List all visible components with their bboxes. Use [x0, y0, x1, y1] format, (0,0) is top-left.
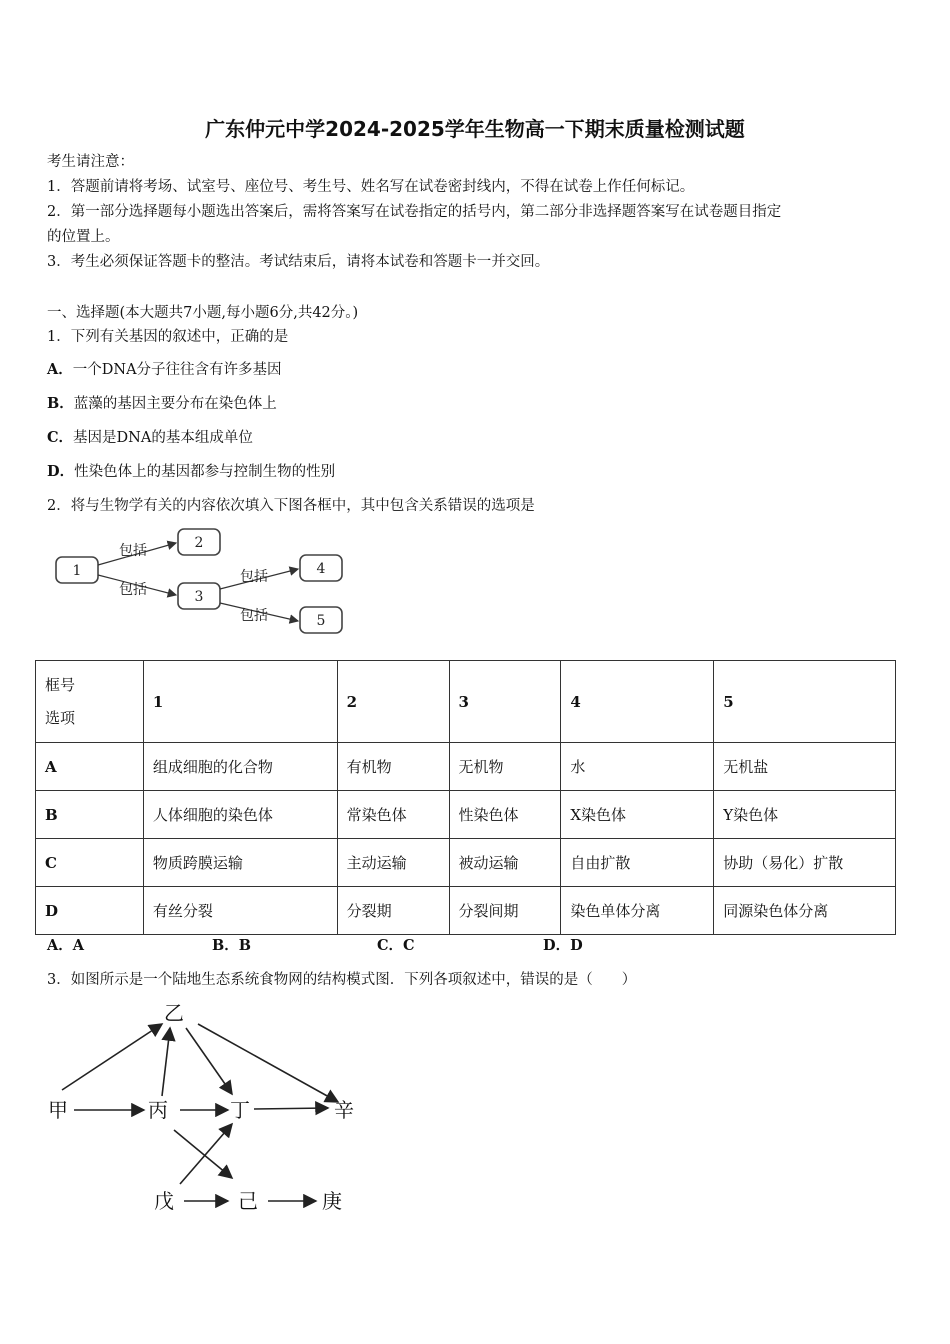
table-header-cell: 1	[143, 661, 337, 743]
table-cell: 有丝分裂	[143, 887, 337, 935]
question-2-choice-b: B．B	[212, 937, 252, 954]
food-web-node: 戊	[154, 1189, 174, 1213]
diagram-edge-label: 包括	[240, 569, 268, 585]
question-2-stem: 2．将与生物学有关的内容依次填入下图各框中，其中包含关系错误的选项是	[47, 498, 535, 514]
table-cell: 物质跨膜运输	[143, 839, 337, 887]
table-header-cell: 2	[337, 661, 449, 743]
table-cell: 主动运输	[337, 839, 449, 887]
table-cell: 染色单体分离	[561, 887, 714, 935]
table-row-key: D	[36, 887, 144, 935]
food-web-arrow	[198, 1024, 338, 1102]
diagram-box-label: 5	[316, 613, 326, 629]
diagram-box-label: 1	[72, 563, 82, 579]
food-web-node: 甲	[48, 1098, 68, 1122]
food-web-arrow	[174, 1130, 232, 1178]
food-web-node: 丙	[148, 1098, 168, 1122]
food-web-node: 己	[238, 1189, 258, 1213]
table-cell: 常染色体	[337, 791, 449, 839]
table-row	[36, 887, 896, 935]
table-cell: 无机物	[449, 743, 561, 791]
diagram-edge-label: 包括	[240, 608, 268, 624]
table-row	[36, 791, 896, 839]
section-heading: 一、选择题(本大题共7小题,每小题6分,共42分。)	[47, 305, 359, 321]
diagram-box-label: 4	[316, 561, 326, 577]
question-2-choice-d: D．D	[543, 937, 583, 954]
question-2-choice-c: C．C	[377, 937, 415, 954]
question-2-table	[35, 660, 896, 935]
table-cell: X染色体	[561, 791, 714, 839]
notice-item: 1．答题前请将考场、试室号、座位号、考生号、姓名写在试卷密封线内，不得在试卷上作任何标记。	[47, 179, 695, 195]
food-web-node: 辛	[334, 1098, 354, 1122]
table-header-cell: 3	[449, 661, 561, 743]
question-3-stem: 3．如图所示是一个陆地生态系统食物网的结构模式图．下列各项叙述中，错误的是（ ）	[47, 972, 637, 988]
inclusion-diagram	[50, 525, 350, 640]
food-web-arrow	[254, 1108, 328, 1109]
question-1-stem: 1．下列有关基因的叙述中，正确的是	[47, 329, 289, 345]
table-cell: 自由扩散	[561, 839, 714, 887]
food-web-node: 庚	[322, 1189, 342, 1213]
table-header-cell: 4	[561, 661, 714, 743]
table-header-row	[36, 661, 896, 743]
table-row-key: C	[36, 839, 144, 887]
table-cell: 分裂间期	[449, 887, 561, 935]
table-header-corner: 框号 选项	[36, 661, 144, 743]
diagram-box-label: 2	[194, 535, 204, 551]
table-cell: Y染色体	[714, 791, 896, 839]
food-web-node: 乙	[164, 1001, 184, 1025]
diagram-box-label: 3	[194, 589, 204, 605]
table-cell: 有机物	[337, 743, 449, 791]
notice-heading: 考生请注意：	[47, 154, 134, 170]
diagram-edge-label: 包括	[119, 543, 147, 559]
table-header-cell: 5	[714, 661, 896, 743]
notice-item: 的位置上。	[47, 229, 120, 245]
table-cell: 人体细胞的染色体	[143, 791, 337, 839]
question-2-choice-a: A．A	[47, 937, 85, 954]
food-web-node: 丁	[230, 1098, 250, 1122]
food-web-arrow	[180, 1124, 232, 1184]
question-1-option-b: B．蓝藻的基因主要分布在染色体上	[47, 395, 277, 412]
table-cell: 性染色体	[449, 791, 561, 839]
food-web-diagram	[40, 998, 380, 1223]
food-web-arrow	[62, 1024, 162, 1090]
table-cell: 被动运输	[449, 839, 561, 887]
table-cell: 分裂期	[337, 887, 449, 935]
table-cell: 组成细胞的化合物	[143, 743, 337, 791]
table-row-key: B	[36, 791, 144, 839]
food-web-arrow	[162, 1028, 170, 1096]
question-1-option-a: A．一个DNA分子往往含有许多基因	[47, 361, 282, 378]
page-title: 广东仲元中学2024-2025学年生物高一下期末质量检测试题	[205, 117, 745, 141]
notice-item: 3．考生必须保证答题卡的整洁。考试结束后，请将本试卷和答题卡一并交回。	[47, 254, 550, 270]
table-cell: 无机盐	[714, 743, 896, 791]
question-1-option-d: D．性染色体上的基因都参与控制生物的性别	[47, 463, 336, 480]
question-1-option-c: C．基因是DNA的基本组成单位	[47, 429, 253, 446]
table-row	[36, 743, 896, 791]
notice-item: 2．第一部分选择题每小题选出答案后，需将答案写在试卷指定的括号内，第二部分非选择题答案写在试卷题目指定	[47, 204, 782, 220]
table-row	[36, 839, 896, 887]
food-web-arrow	[186, 1028, 232, 1094]
table-cell: 水	[561, 743, 714, 791]
table-cell: 协助（易化）扩散	[714, 839, 896, 887]
diagram-edge-label: 包括	[119, 582, 147, 598]
table-cell: 同源染色体分离	[714, 887, 896, 935]
table-row-key: A	[36, 743, 144, 791]
